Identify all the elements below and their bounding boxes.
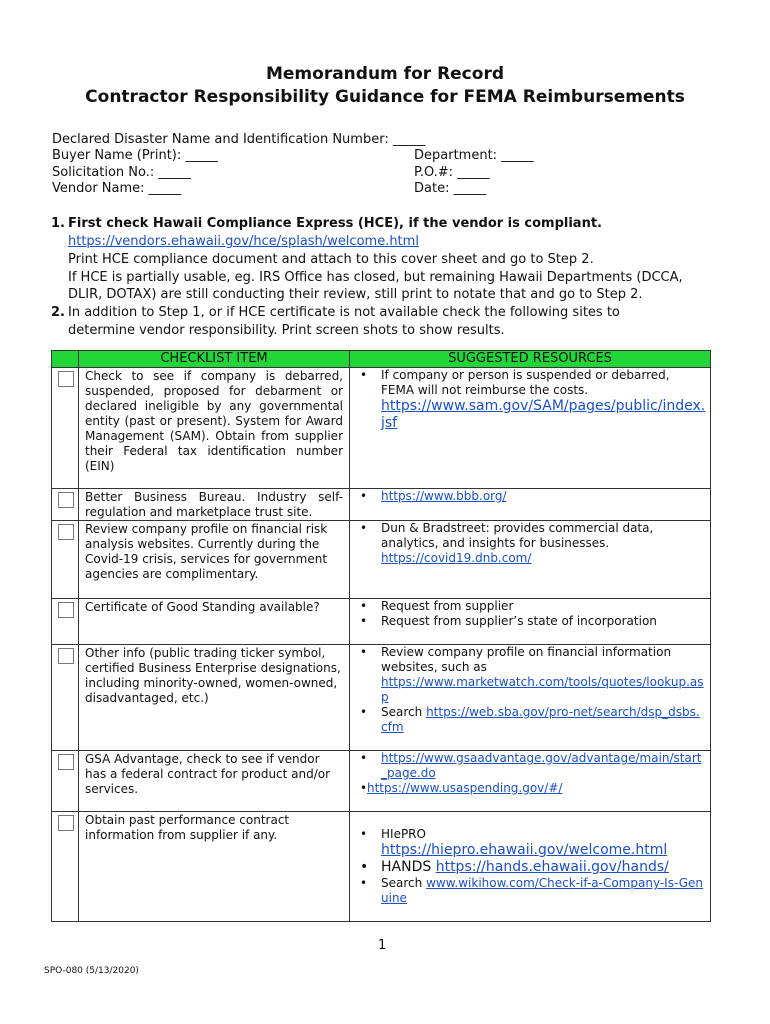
dnb-note: Dun & Bradstreet: provides commercial data, analytics, and insights for businesses.	[381, 521, 654, 550]
item-bbb: Better Business Bureau. Industry self-regulation and marketplace trust site.	[85, 490, 343, 519]
item-past-performance: Obtain past performance contract information from supplier if any.	[85, 813, 290, 842]
table-row	[52, 751, 711, 812]
checkbox[interactable]	[58, 602, 74, 618]
table-header-row	[52, 351, 711, 368]
item-other-info: Other info (public trading ticker symbol, certified Business Enterprise designations, including minority-owned, women-owned, disadvantaged, etc.)	[85, 646, 341, 705]
solicitation-field: Solicitation No.: _____	[52, 165, 191, 180]
marketwatch-note: Review company profile on financial information websites, such as	[381, 645, 672, 674]
good-standing-res1: • Request from supplier	[350, 599, 706, 614]
hiepro-link[interactable]: https://hiepro.ehawaii.gov/welcome.html	[381, 842, 668, 858]
step-one-partial-cont: DLIR, DOTAX) are still conducting their review, still print to notate that and go to Step 2.	[68, 287, 643, 302]
hands-link[interactable]: https://hands.ehawaii.gov/hands/	[435, 859, 669, 875]
step-one-partial: If HCE is partially usable, eg. IRS Office has closed, but remaining Hawaii Departments (DCCA,	[68, 270, 683, 285]
item-financial-risk: Review company profile on financial risk analysis websites. Currently during the Covid-19 crisis, services for government agencies are complimentary.	[85, 522, 328, 581]
usaspending-link[interactable]: https://www.usaspending.gov/#/	[367, 781, 563, 795]
dnb-link[interactable]: https://covid19.dnb.com/	[381, 551, 532, 565]
hiepro-label: HIePRO	[381, 827, 426, 841]
step-two-text: In addition to Step 1, or if HCE certificate is not available check the following sites to	[68, 305, 620, 320]
buyer-field: Buyer Name (Print): _____	[52, 148, 218, 163]
item-sam: Check to see if company is debarred, suspended, proposed for debarment or declared ineligible by any governmental entity (past or present). System for Award Management (SAM). Obtain from supplier their Federal tax identification number (EIN)	[85, 369, 343, 473]
table-row	[52, 645, 711, 751]
vendor-field: Vendor Name: _____	[52, 181, 182, 196]
memo-subtitle: Contractor Responsibility Guidance for FEMA Reimbursements	[85, 87, 685, 107]
sba-link[interactable]: https://web.sba.gov/pro-net/search/dsp_dsbs.cfm	[381, 705, 700, 734]
table-row	[52, 489, 711, 521]
good-standing-res2: • Request from supplier’s state of incorporation	[350, 614, 706, 629]
date-field: Date: _____	[414, 181, 487, 196]
bbb-link[interactable]: https://www.bbb.org/	[381, 489, 507, 503]
checkbox[interactable]	[58, 815, 74, 831]
gsa-link[interactable]: https://www.gsaadvantage.gov/advantage/main/start_page.do	[381, 751, 702, 780]
sba-label: Search	[381, 705, 423, 719]
checkbox[interactable]	[58, 754, 74, 770]
step-one-title: First check Hawaii Compliance Express (HCE), if the vendor is compliant.	[68, 216, 602, 231]
table-row	[52, 368, 711, 489]
step-two-text-cont: determine vendor responsibility. Print screen shots to show results.	[68, 323, 505, 338]
resources-list	[350, 368, 710, 432]
checkbox[interactable]	[58, 371, 74, 387]
col-checklist-item: CHECKLIST ITEM	[79, 351, 350, 368]
item-gsa: GSA Advantage, check to see if vendor has a federal contract for product and/or services.	[85, 752, 331, 796]
sam-note: If company or person is suspended or debarred, FEMA will not reimburse the costs.	[381, 368, 670, 397]
table-row	[52, 812, 711, 922]
department-field: Department: _____	[414, 148, 534, 163]
checkbox[interactable]	[58, 524, 74, 540]
step-two-number: 2.	[51, 305, 65, 320]
po-field: P.O.#: _____	[414, 165, 490, 180]
table-row	[52, 521, 711, 599]
wikihow-link[interactable]: www.wikihow.com/Check-if-a-Company-Is-Genuine	[381, 876, 704, 905]
hands-label: HANDS	[381, 859, 432, 875]
disaster-field: Declared Disaster Name and Identification Number: _____	[52, 132, 426, 147]
checklist-table	[51, 350, 711, 922]
step-one-number: 1.	[51, 216, 65, 231]
hce-link[interactable]: https://vendors.ehawaii.gov/hce/splash/welcome.html	[68, 234, 419, 249]
table-row	[52, 599, 711, 645]
checkbox[interactable]	[58, 492, 74, 508]
wikihow-label: Search	[381, 876, 423, 890]
step-one-print: Print HCE compliance document and attach to this cover sheet and go to Step 2.	[68, 252, 594, 267]
page-number: 1	[378, 938, 387, 953]
checkbox[interactable]	[58, 648, 74, 664]
memo-title: Memorandum for Record	[265, 64, 504, 84]
sam-link[interactable]: https://www.sam.gov/SAM/pages/public/index.jsf	[381, 398, 706, 431]
marketwatch-link[interactable]: https://www.marketwatch.com/tools/quotes/lookup.asp	[381, 675, 704, 704]
col-suggested-resources: SUGGESTED RESOURCES	[350, 351, 711, 368]
item-good-standing: Certificate of Good Standing available?	[85, 600, 320, 614]
form-footer: SPO-080 (5/13/2020)	[44, 966, 139, 976]
